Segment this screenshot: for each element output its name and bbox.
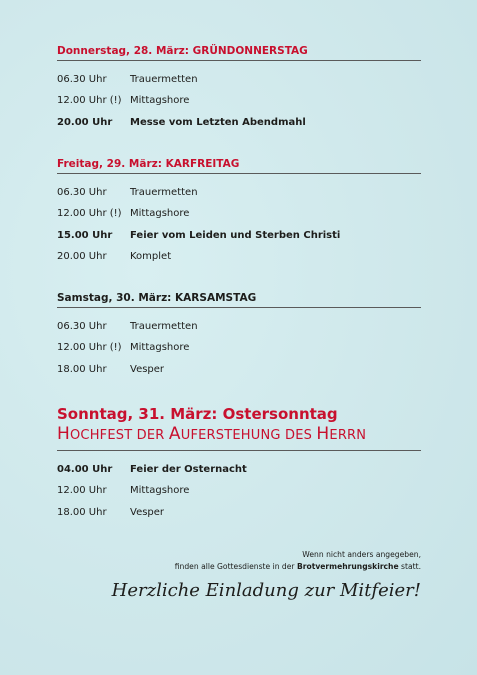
event-row (57, 316, 421, 337)
event-time: 15.00 Uhr (57, 229, 113, 241)
location-note (175, 549, 421, 573)
event-row (57, 90, 421, 111)
easter-headline: Sonntag, 31. März: Ostersonntag (57, 405, 338, 423)
event-time: 12.00 Uhr (!) (57, 342, 122, 354)
event-title: Trauermetten (130, 74, 198, 86)
event-time: 06.30 Uhr (57, 74, 107, 86)
day-heading (57, 158, 421, 174)
event-row (57, 225, 421, 246)
event-row (57, 69, 421, 90)
event-row (57, 359, 421, 380)
event-list (57, 459, 421, 523)
event-time: 12.00 Uhr (!) (57, 95, 122, 107)
day-date: Freitag, 29. März: (57, 158, 162, 170)
event-title: Mittagshore (130, 95, 190, 107)
day-name: KARSAMSTAG (175, 292, 257, 304)
event-row (57, 502, 421, 523)
event-title: Vesper (130, 363, 165, 375)
event-title: Mittagshore (130, 342, 190, 354)
event-row (57, 203, 421, 224)
day-name: GRÜNDONNERSTAG (192, 45, 308, 57)
church-name: Brotvermehrungskirche (296, 562, 399, 571)
day-date: Samstag, 30. März: (57, 292, 172, 304)
day-name: KARFREITAG (165, 158, 240, 170)
day-saturday (57, 292, 421, 380)
event-title: Trauermetten (130, 321, 198, 333)
invitation-text: Herzliche Einladung zur Mitfeier! (111, 580, 421, 601)
event-time: 18.00 Uhr (57, 363, 107, 375)
day-heading (57, 45, 421, 61)
event-list (57, 316, 421, 380)
day-date: Donnerstag, 28. März: (57, 45, 189, 57)
note-line: Wenn nicht anders angegeben, (302, 550, 421, 559)
event-row (57, 182, 421, 203)
event-time: 20.00 Uhr (57, 116, 113, 128)
event-title: Feier vom Leiden und Sterben Christi (130, 229, 341, 241)
event-list (57, 182, 421, 267)
event-time: 12.00 Uhr (!) (57, 208, 122, 220)
event-row (57, 337, 421, 358)
day-thursday (57, 45, 421, 133)
day-easter-sunday (57, 405, 421, 523)
easter-subtitle: HOCHFEST DER AUFERSTEHUNG DES HERRN (57, 423, 421, 451)
event-title: Mittagshore (130, 208, 190, 220)
event-time: 12.00 Uhr (57, 485, 107, 497)
event-time: 18.00 Uhr (57, 506, 107, 518)
event-time: 04.00 Uhr (57, 464, 113, 476)
event-time: 06.30 Uhr (57, 187, 107, 199)
event-title: Mittagshore (130, 485, 190, 497)
event-title: Feier der Osternacht (130, 464, 247, 476)
note-line: finden alle Gottesdienste in der Brotvermehrungskirche statt. (174, 562, 421, 571)
day-heading (57, 292, 421, 308)
event-title: Messe vom Letzten Abendmahl (130, 116, 306, 128)
event-row (57, 246, 421, 267)
event-list (57, 69, 421, 133)
event-title: Vesper (130, 506, 165, 518)
event-row (57, 112, 421, 133)
event-row (57, 480, 421, 501)
event-title: Trauermetten (130, 187, 198, 199)
event-title: Komplet (130, 251, 172, 263)
event-row (57, 459, 421, 480)
day-friday (57, 158, 421, 267)
event-time: 20.00 Uhr (57, 251, 107, 263)
event-time: 06.30 Uhr (57, 321, 107, 333)
